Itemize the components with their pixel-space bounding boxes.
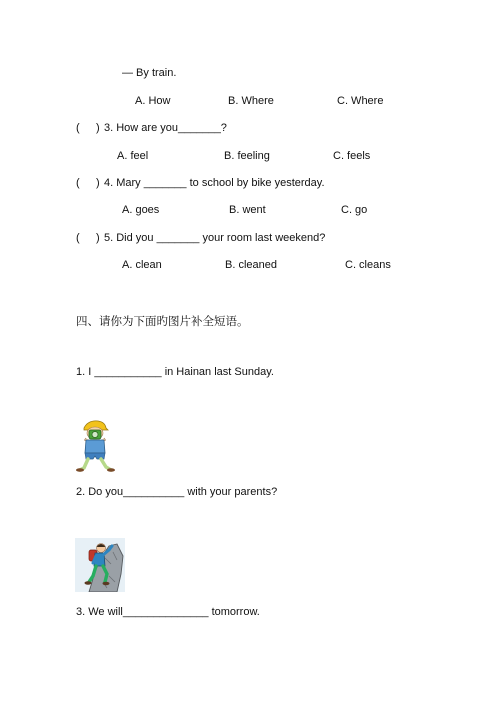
q5-option-c: C. cleans <box>345 259 391 271</box>
q4-option-c: C. go <box>341 204 368 216</box>
q5-stem: 5. Did you _______ your room last weekend? <box>104 232 326 244</box>
q2-option-b: B. Where <box>228 95 274 107</box>
q2-answer-line: — By train. <box>122 67 177 79</box>
q4-paren-open: ( <box>76 177 80 189</box>
q3-paren-open: ( <box>76 122 80 134</box>
q4-paren-close: ) <box>96 177 100 189</box>
q3-option-c: C. feels <box>333 150 371 162</box>
section-4-item-1: 1. I ___________ in Hainan last Sunday. <box>76 366 274 378</box>
q4-option-a: A. goes <box>122 204 160 216</box>
section-4-item-2: 2. Do you__________ with your parents? <box>76 486 278 498</box>
section-4-item-3: 3. We will______________ tomorrow. <box>76 606 260 618</box>
rock-climber-icon <box>75 538 125 592</box>
q5-option-a: A. clean <box>122 259 162 271</box>
q3-paren-close: ) <box>96 122 100 134</box>
q3-option-a: A. feel <box>117 150 149 162</box>
q5-paren-close: ) <box>96 232 100 244</box>
q3-option-b: B. feeling <box>224 150 270 162</box>
q4-stem: 4. Mary _______ to school by bike yesterday. <box>104 177 325 189</box>
section-4-heading: 四、请你为下面旳图片补全短语。 <box>76 314 249 328</box>
q5-option-b: B. cleaned <box>225 259 277 271</box>
q5-paren-open: ( <box>76 232 80 244</box>
q2-option-c: C. Where <box>337 95 384 107</box>
q4-option-b: B. went <box>229 204 266 216</box>
boy-with-camera-icon <box>74 418 116 472</box>
q3-stem: 3. How are you_______? <box>104 122 227 134</box>
q2-option-a: A. How <box>135 95 171 107</box>
